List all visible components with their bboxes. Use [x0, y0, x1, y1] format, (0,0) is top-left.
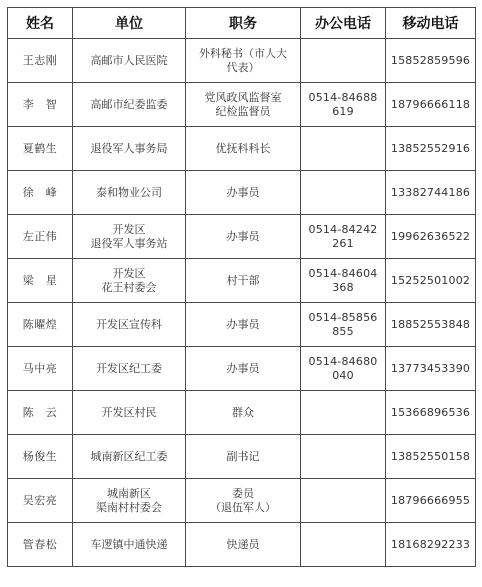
cell-name: 徐 峰 [8, 171, 73, 215]
cell-office-phone [301, 171, 386, 215]
cell-name: 李 智 [8, 83, 73, 127]
table-row [8, 479, 476, 523]
cell-office-phone [301, 127, 386, 171]
cell-position: 优抚科科长 [186, 127, 301, 171]
table-row [8, 127, 476, 171]
table-row [8, 523, 476, 567]
cell-position: 群众 [186, 391, 301, 435]
cell-office-phone: 0514-84242 261 [301, 215, 386, 259]
cell-name: 吴宏亮 [8, 479, 73, 523]
cell-position: 委员 （退伍军人） [186, 479, 301, 523]
cell-position: 村干部 [186, 259, 301, 303]
cell-unit: 城南新区纪工委 [73, 435, 186, 479]
header-position: 职务 [186, 8, 301, 39]
header-unit: 单位 [73, 8, 186, 39]
cell-mobile-phone: 18796666955 [386, 479, 476, 523]
cell-position: 外科秘书（市人大 代表） [186, 39, 301, 83]
cell-position: 快递员 [186, 523, 301, 567]
cell-unit: 高邮市纪委监委 [73, 83, 186, 127]
cell-unit: 开发区村民 [73, 391, 186, 435]
cell-mobile-phone: 18168292233 [386, 523, 476, 567]
cell-office-phone [301, 391, 386, 435]
cell-name: 马中亮 [8, 347, 73, 391]
cell-mobile-phone: 19962636522 [386, 215, 476, 259]
cell-mobile-phone: 15366896536 [386, 391, 476, 435]
cell-name: 梁 星 [8, 259, 73, 303]
cell-name: 王志刚 [8, 39, 73, 83]
cell-name: 杨俊生 [8, 435, 73, 479]
cell-mobile-phone: 18796666118 [386, 83, 476, 127]
table-row [8, 435, 476, 479]
cell-name: 左正伟 [8, 215, 73, 259]
cell-name: 陈曜煌 [8, 303, 73, 347]
cell-name: 夏鹤生 [8, 127, 73, 171]
table-row [8, 39, 476, 83]
table-row [8, 391, 476, 435]
table-row [8, 259, 476, 303]
cell-unit: 高邮市人民医院 [73, 39, 186, 83]
cell-unit: 泰和物业公司 [73, 171, 186, 215]
cell-position: 办事员 [186, 215, 301, 259]
header-name: 姓名 [8, 8, 73, 39]
header-office-phone: 办公电话 [301, 8, 386, 39]
cell-mobile-phone: 13852550158 [386, 435, 476, 479]
cell-unit: 开发区 花王村委会 [73, 259, 186, 303]
document-sheet [7, 7, 475, 579]
cell-name: 管春松 [8, 523, 73, 567]
cell-unit: 城南新区 渠南村村委会 [73, 479, 186, 523]
cell-unit: 开发区纪工委 [73, 347, 186, 391]
cell-position: 副书记 [186, 435, 301, 479]
table-row [8, 303, 476, 347]
cell-office-phone: 0514-85856 855 [301, 303, 386, 347]
cell-mobile-phone: 18852553848 [386, 303, 476, 347]
cell-office-phone: 0514-84688 619 [301, 83, 386, 127]
cell-unit: 退役军人事务局 [73, 127, 186, 171]
cell-mobile-phone: 13382744186 [386, 171, 476, 215]
header-mobile-phone: 移动电话 [386, 8, 476, 39]
table-row [8, 347, 476, 391]
cell-unit: 车逻镇中通快递 [73, 523, 186, 567]
cell-position: 办事员 [186, 347, 301, 391]
cell-mobile-phone: 15852859596 [386, 39, 476, 83]
cell-office-phone [301, 479, 386, 523]
contact-table [7, 7, 476, 567]
table-row [8, 83, 476, 127]
cell-position: 党风政风监督室 纪检监督员 [186, 83, 301, 127]
cell-unit: 开发区 退役军人事务站 [73, 215, 186, 259]
table-row [8, 215, 476, 259]
cell-office-phone [301, 39, 386, 83]
cell-mobile-phone: 13852552916 [386, 127, 476, 171]
cell-unit: 开发区宣传科 [73, 303, 186, 347]
cell-mobile-phone: 13773453390 [386, 347, 476, 391]
table-row [8, 171, 476, 215]
cell-name: 陈 云 [8, 391, 73, 435]
cell-office-phone [301, 435, 386, 479]
cell-mobile-phone: 15252501002 [386, 259, 476, 303]
cell-position: 办事员 [186, 171, 301, 215]
cell-office-phone: 0514-84604 368 [301, 259, 386, 303]
cell-position: 办事员 [186, 303, 301, 347]
header-row [8, 8, 476, 39]
cell-office-phone: 0514-84680 040 [301, 347, 386, 391]
cell-office-phone [301, 523, 386, 567]
